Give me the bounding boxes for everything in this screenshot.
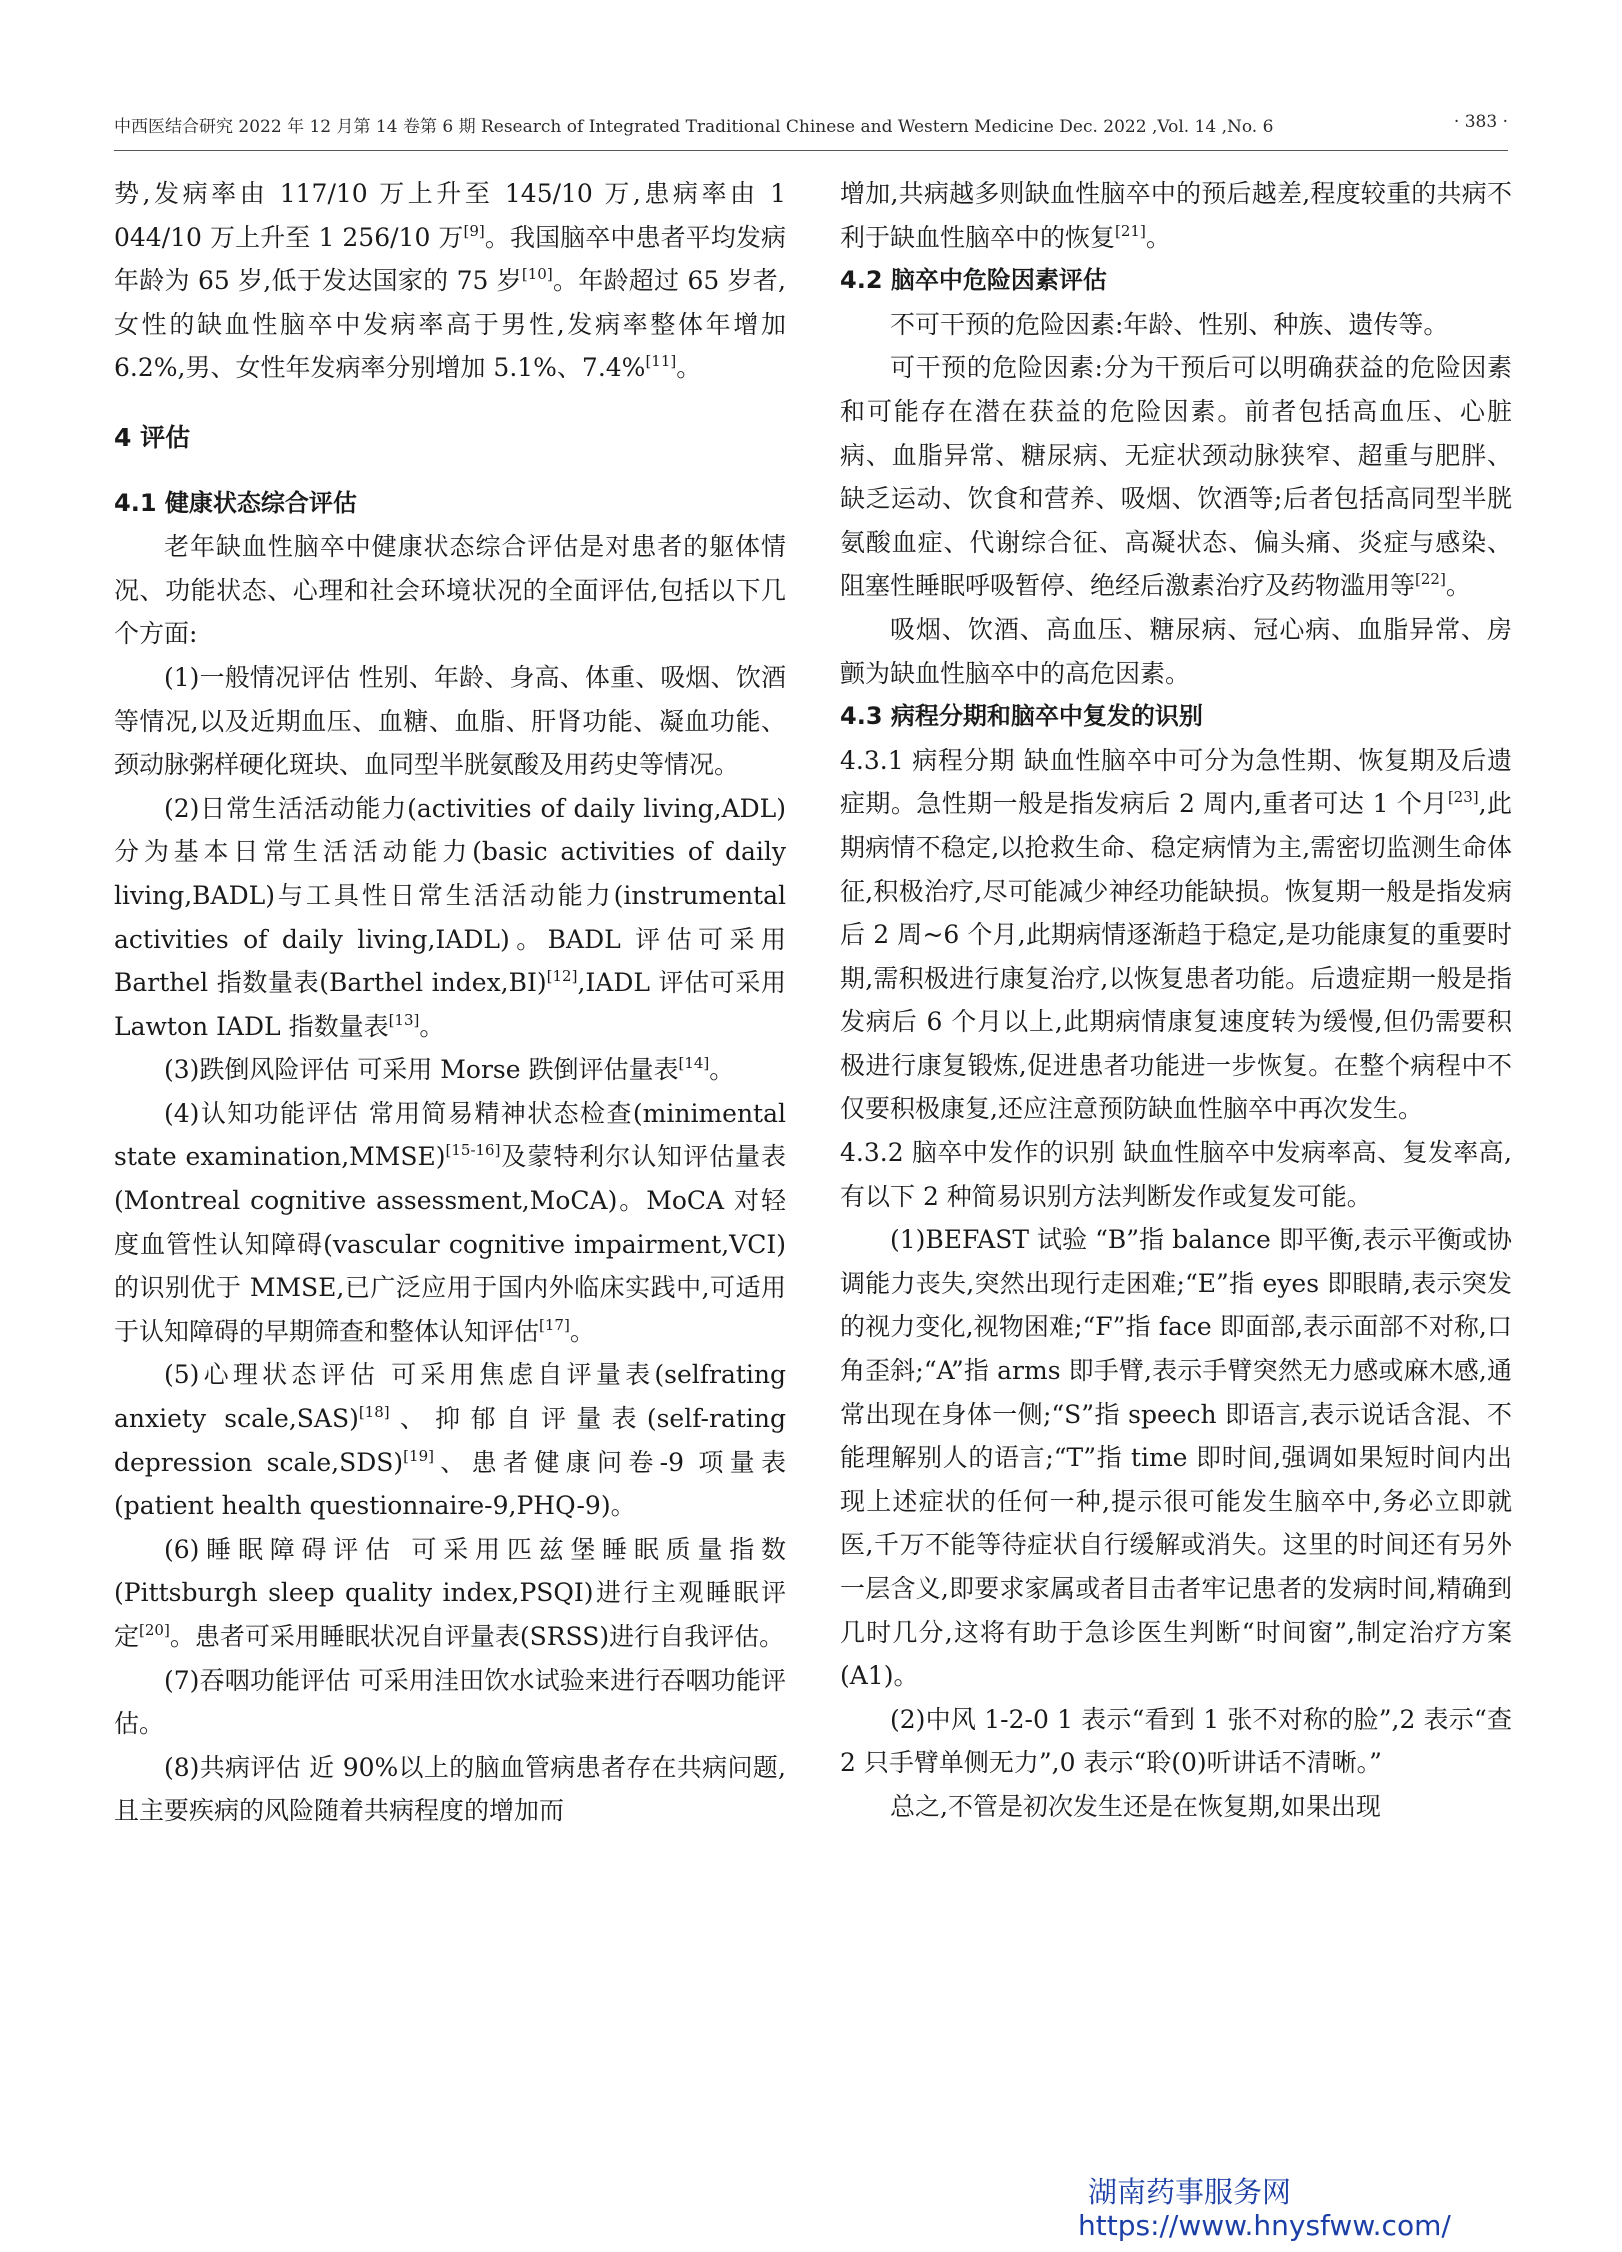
watermark-url[interactable]: https://www.hnysfww.com/ (1078, 2209, 1451, 2242)
citation: [18] (358, 1403, 390, 1422)
citation: [22] (1415, 570, 1446, 589)
paragraph: (2)中风 1-2-0 1 表示“看到 1 张不对称的脸”,2 表示“查 2 只手臂单侧无力”,0 表示“聆(0)听讲话不清晰。” (840, 1704, 1512, 1778)
paragraph: (6)睡眠障碍评估 可采用匹兹堡睡眠质量指数(Pittsburgh sleep quality index,PSQI)进行主观睡眠评定[20]。患者可采用睡眠状况自评量表(SRSS)进行自我评估。 (114, 1534, 786, 1651)
citation: [19] (403, 1446, 434, 1465)
paragraph: (8)共病评估 近 90%以上的脑血管病患者存在共病问题,且主要疾病的风险随着共病程度的增加而 (114, 1752, 786, 1826)
section-heading-4-1: 4.1 健康状态综合评估 (114, 488, 357, 517)
paragraph: (1)BEFAST 试验 “B”指 balance 即平衡,表示平衡或协调能力丧失,突然出现行走困难;“E”指 eyes 即眼睛,表示突发的视力变化,视物困难;“F”指 face 即面部,表示面部不对称,口角歪斜;“A”指 arms 即手臂,表示手臂突然无力感或麻木感,通常出现在身体一侧;“S”指 speech 即语言,表示说话含混、不能理解别人的语言;“T”指 time 即时间,强调如果短时间内出现上述症状的任何一种,提示很可能发生脑卒中,务必立即就医,千万不能等待症状自行缓解或消失。这里的时间还有另外一层含义,即要求家属或者目击者牢记患者的发病时间,精确到几时几分,这将有助于急诊医生判断“时间窗”,制定治疗方案(A1)。 (840, 1225, 1512, 1691)
paragraph: (2)日常生活活动能力(activities of daily living,ADL) 分为基本日常生活活动能力(basic activities of daily living,BADL)与工具性日常生活活动能力(instrumental activities of daily living,IADL)。BADL 评估可采用 Barthel 指数量表(Barthel index,BI)[12],IADL 评估可采用 Lawton IADL 指数量表[13]。 (114, 793, 786, 1041)
citation: [9] (463, 221, 485, 240)
citation: [14] (678, 1054, 710, 1073)
page-number: · 383 · (1453, 112, 1508, 132)
citation: [23] (1447, 788, 1479, 807)
paragraph: 老年缺血性脑卒中健康状态综合评估是对患者的躯体情况、功能状态、心理和社会环境状况的全面评估,包括以下几个方面: (114, 532, 786, 649)
site-watermark (1078, 2175, 1451, 2243)
running-header (114, 112, 1508, 142)
paragraph: 增加,共病越多则缺血性脑卒中的预后越差,程度较重的共病不利于缺血性脑卒中的恢复[21]。 (840, 179, 1512, 252)
section-heading-4: 4 评估 (114, 422, 191, 452)
paragraph: 势,发病率由 117/10 万上升至 145/10 万,患病率由 1 044/10 万上升至 1 256/10 万[9]。我国脑卒中患者平均发病年龄为 65 岁,低于发达国家的 75 岁[10]。年龄超过 65 岁者,女性的缺血性脑卒中发病率高于男性,发病率整体年增加 6.2%,男、女性年发病率分别增加 5.1%、7.4%[11]。 (114, 179, 787, 383)
paragraph: 不可干预的危险因素:年龄、性别、种族、遗传等。 (890, 309, 1449, 339)
watermark-site-name: 湖南药事服务网 (1088, 2175, 1292, 2209)
citation: [21] (1115, 221, 1146, 240)
paragraph: (4)认知功能评估 常用简易精神状态检查(minimental state examination,MMSE)[15-16]及蒙特利尔认知评估量表(Montreal cognitive assessment,MoCA)。MoCA 对轻度血管性认知障碍(vascular cognitive impairment,VCI)的识别优于 MMSE,已广泛应用于国内外临床实践中,可适用于认知障碍的早期筛查和整体认知评估[17]。 (114, 1098, 786, 1346)
citation: [17] (539, 1315, 570, 1334)
header-rule (114, 150, 1508, 151)
paragraph: (3)跌倒风险评估 可采用 Morse 跌倒评估量表[14]。 (164, 1054, 735, 1085)
citation: [15-16] (445, 1141, 501, 1160)
citation: [12] (546, 967, 578, 986)
paragraph: (5)心理状态评估 可采用焦虑自评量表(selfrating anxiety scale,SAS)[18]、抑郁自评量表(self-rating depression scale,SDS)[19]、患者健康问卷-9 项量表(patient health questionnaire-9,PHQ-9)。 (114, 1360, 787, 1521)
right-column (840, 172, 1512, 1829)
journal-citation: 中西医结合研究 2022 年 12 月第 14 卷第 6 期 Research of Integrated Traditional Chinese and Western Medicine Dec. 2022 ,Vol. 14 ,No. 6 (114, 117, 1274, 137)
paragraph: 4.3.2 脑卒中发作的识别 缺血性脑卒中发病率高、复发率高,有以下 2 种简易识别方法判断发作或复发可能。 (840, 1138, 1512, 1211)
paragraph: 总之,不管是初次发生还是在恢复期,如果出现 (890, 1791, 1381, 1821)
citation: [10] (521, 265, 553, 284)
citation: [20] (139, 1621, 170, 1639)
citation: [13] (388, 1010, 420, 1029)
left-column (114, 172, 786, 1833)
paragraph: (1)一般情况评估 性别、年龄、身高、体重、吸烟、饮酒等情况,以及近期血压、血糖、血脂、肝肾功能、凝血功能、颈动脉粥样硬化斑块、血同型半胱氨酸及用药史等情况。 (114, 662, 786, 780)
paragraph: (7)吞咽功能评估 可采用洼田饮水试验来进行吞咽功能评估。 (114, 1665, 786, 1739)
citation: [11] (645, 352, 677, 371)
section-heading-4-2: 4.2 脑卒中危险因素评估 (840, 266, 1107, 295)
paragraph: 4.3.1 病程分期 缺血性脑卒中可分为急性期、恢复期及后遗症期。急性期一般是指发病后 2 周内,重者可达 1 个月[23],此期病情不稳定,以抢救生命、稳定病情为主,需密切监测生命体征,积极治疗,尽可能减少神经功能缺损。恢复期一般是指发病后 2 周~6 个月,此期病情逐渐趋于稳定,是功能康复的重要时期,需积极进行康复治疗,以恢复患者功能。后遗症期一般是指发病后 6 个月以上,此期病情康复速度转为缓慢,但仍需要积极进行康复锻炼,促进患者功能进一步恢复。在整个病程中不仅要积极康复,还应注意预防缺血性脑卒中再次发生。 (840, 745, 1512, 1124)
paragraph: 可干预的危险因素:分为干预后可以明确获益的危险因素和可能存在潜在获益的危险因素。前者包括高血压、心脏病、血脂异常、糖尿病、无症状颈动脉狭窄、超重与肥胖、缺乏运动、饮食和营养、吸烟、饮酒等;后者包括高同型半胱氨酸血症、代谢综合征、高凝状态、偏头痛、炎症与感染、阻塞性睡眠呼吸暂停、绝经后激素治疗及药物滥用等[22]。 (840, 353, 1512, 601)
paragraph: 吸烟、饮酒、高血压、糖尿病、冠心病、血脂异常、房颤为缺血性脑卒中的高危因素。 (840, 614, 1512, 688)
section-heading-4-3: 4.3 病程分期和脑卒中复发的识别 (840, 702, 1203, 731)
